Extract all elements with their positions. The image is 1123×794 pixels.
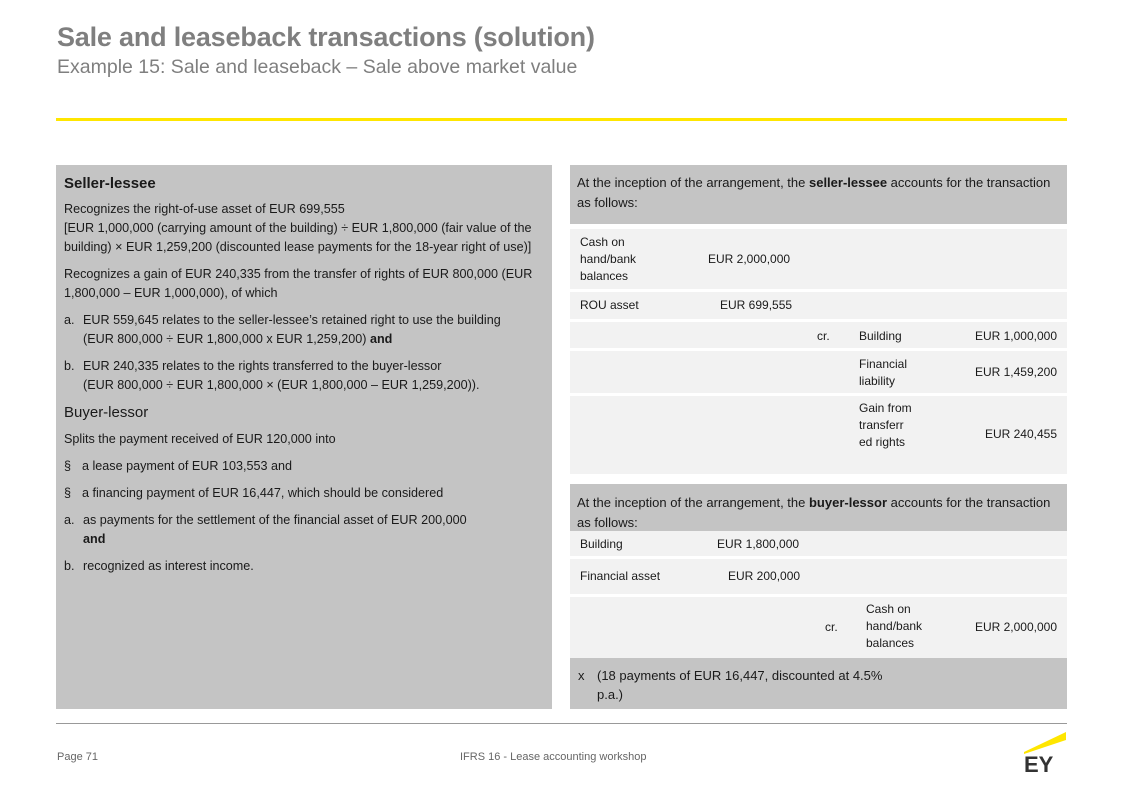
- table-row: [570, 597, 1067, 658]
- debit-cell: EUR 200,000: [728, 569, 801, 583]
- intro-text: accounts for the transaction as follows:: [577, 175, 1051, 210]
- footer-divider: [56, 723, 1067, 724]
- accent-rule: [56, 118, 1067, 121]
- credit-cell: EUR 240,455: [984, 427, 1057, 441]
- list-marker: a.: [64, 313, 75, 327]
- intro-text: accounts for the transaction as follows:: [577, 495, 1051, 530]
- intro-text: At the inception of the arrangement, the: [577, 175, 809, 190]
- ey-logo: [1020, 730, 1070, 775]
- list-marker: b.: [64, 559, 75, 573]
- table-row: [570, 322, 1067, 351]
- page-title: Sale and leaseback transactions (solution): [57, 22, 595, 52]
- list-item-a: [64, 311, 544, 349]
- intro-bold: buyer-lessor: [808, 495, 888, 510]
- table-row: [570, 559, 1067, 597]
- bullet-text: a financing payment of EUR 16,447, which should be considered: [82, 486, 444, 500]
- intro-bold: seller-lessee: [808, 175, 888, 190]
- table-row: [570, 292, 1067, 322]
- list-marker: a.: [64, 513, 75, 527]
- list-item-d: [64, 557, 544, 576]
- debit-cell: EUR 2,000,000: [708, 252, 791, 266]
- credit-cell: EUR 1,459,200: [974, 365, 1057, 379]
- section-bullet: §: [64, 459, 72, 473]
- explanation-panel: [56, 165, 552, 709]
- bullet-item: [64, 457, 544, 476]
- and-word: and: [369, 332, 393, 346]
- table-row: [570, 229, 1067, 292]
- buyer-entry-intro: [570, 484, 1067, 531]
- list-item-text: EUR 559,645 relates to the seller-lessee’s retained right to use the building: [83, 313, 501, 327]
- seller-journal-table: [570, 229, 1067, 474]
- list-item-calc: (EUR 800,000 ÷ EUR 1,800,000 x EUR 1,259,200): [83, 332, 367, 346]
- list-item-text: EUR 240,335 relates to the rights transferred to the buyer-lessor: [83, 359, 442, 373]
- account-cell: ROU asset: [580, 298, 639, 312]
- table-row: [570, 396, 1067, 474]
- section-bullet: §: [64, 486, 72, 500]
- account-cell: Building: [580, 537, 623, 551]
- list-item-text: as payments for the settlement of the financial asset of EUR 200,000: [83, 513, 467, 527]
- credit-cell: EUR 2,000,000: [974, 620, 1057, 634]
- split-paragraph: Splits the payment received of EUR 120,000 into: [64, 432, 336, 446]
- credit-marker: cr.: [817, 329, 830, 343]
- intro-text: At the inception of the arrangement, the: [577, 495, 809, 510]
- account-cell: Financial asset: [580, 569, 661, 583]
- page-number: Page 71: [57, 751, 98, 763]
- logo-text: EY: [1024, 752, 1054, 775]
- seller-entry-intro: [570, 165, 1067, 224]
- debit-cell: EUR 699,555: [720, 298, 793, 312]
- table-row: [570, 351, 1067, 396]
- account-cell: Cash on hand/bank balances: [866, 602, 923, 650]
- rou-calc: [EUR 1,000,000 (carrying amount of the building) ÷ EUR 1,800,000 (fair value of the building) × EUR 1,259,200 (discounted lease payments for the 18-year right of use)]: [64, 221, 532, 254]
- footnote-marker: x: [578, 668, 585, 683]
- footnote-text: (18 payments of EUR 16,447, discounted at 4.5% p.a.): [597, 668, 883, 702]
- bullet-item: [64, 484, 544, 503]
- and-word: and: [83, 532, 106, 546]
- credit-cell: EUR 1,000,000: [974, 329, 1057, 343]
- footer-title: IFRS 16 - Lease accounting workshop: [460, 751, 647, 763]
- buyer-journal-table: [570, 531, 1067, 658]
- page-subtitle: Example 15: Sale and leaseback – Sale above market value: [57, 56, 578, 78]
- gain-paragraph: Recognizes a gain of EUR 240,335 from the transfer of rights of EUR 800,000 (EUR 1,800,000 – EUR 1,000,000), of which: [64, 267, 533, 300]
- account-cell: Building: [859, 329, 902, 343]
- rou-paragraph: [64, 200, 544, 257]
- list-item-b: [64, 357, 544, 395]
- list-item-c: [64, 511, 544, 549]
- debit-cell: EUR 1,800,000: [717, 537, 800, 551]
- account-cell: Gain from transferr ed rights: [859, 401, 912, 449]
- account-cell: Cash on hand/bank balances: [580, 235, 637, 283]
- table-row: [570, 531, 1067, 559]
- list-item-calc: (EUR 800,000 ÷ EUR 1,800,000 × (EUR 1,800,000 – EUR 1,259,200)).: [83, 378, 480, 392]
- footnote: [570, 658, 1067, 709]
- rou-text: Recognizes the right-of-use asset of EUR 699,555: [64, 202, 345, 216]
- list-item-text: recognized as interest income.: [83, 559, 254, 573]
- seller-heading: Seller-lessee: [64, 175, 156, 192]
- bullet-text: a lease payment of EUR 103,553 and: [82, 459, 293, 473]
- list-marker: b.: [64, 359, 75, 373]
- buyer-heading: Buyer-lessor: [64, 404, 149, 421]
- account-cell: Financial liability: [859, 357, 908, 388]
- credit-marker: cr.: [825, 620, 838, 634]
